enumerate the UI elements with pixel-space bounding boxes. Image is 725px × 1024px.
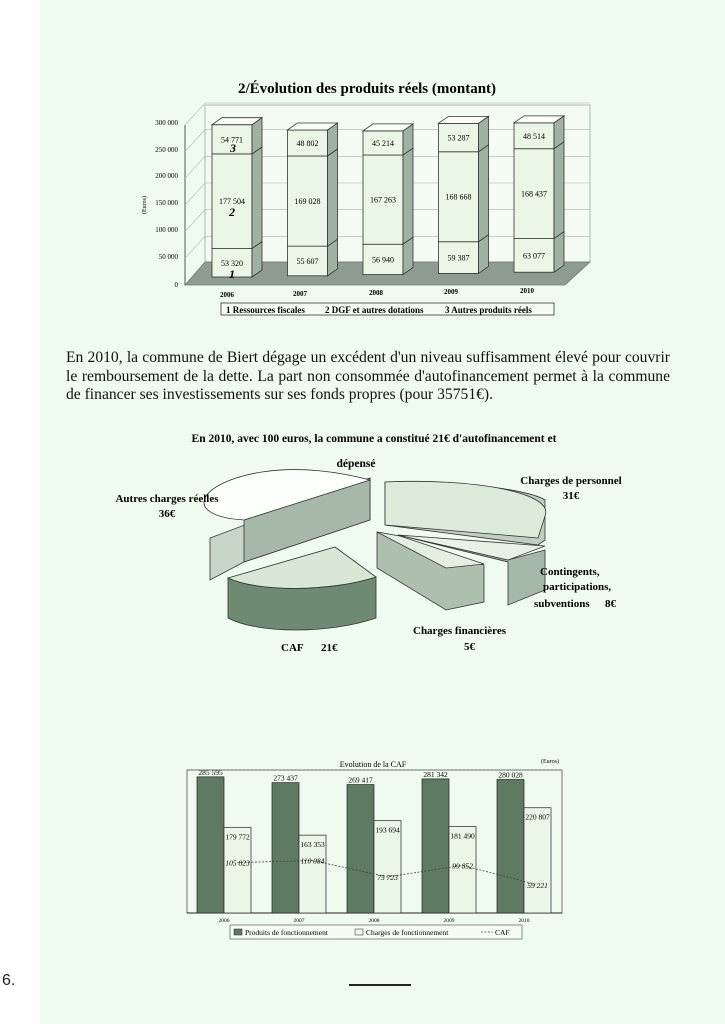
body-paragraph: En 2010, la commune de Biert dégage un excédent d'un niveau suffisamment élevé pour couvrir le remboursement de la dette. La part non consommée d'autofinancement permet à la commune de financer ses investissements sur ses fonds propres (pour 35751€). [66, 349, 670, 403]
chart1-title: 2/Évolution des produits réels (montant) [237, 81, 497, 97]
chart1-ylabel: (Euros) [142, 196, 148, 214]
bar-value-label: 45 214 [372, 138, 394, 148]
chart3-legend-item: CAF [495, 928, 510, 937]
pie-label-autres: Autres charges réelles [115, 493, 219, 505]
pie-title: En 2010, avec 100 euros, la commune a constitué 21€ d'autofinancement et [191, 433, 557, 445]
bar-value-label: 53 287 [447, 133, 470, 143]
produits-bar [422, 779, 449, 913]
charges-value-label: 220 807 [525, 812, 550, 822]
bar-value-label: 167 263 [370, 195, 396, 205]
chart1-legend-item: 2 DGF et autres dotations [325, 305, 424, 315]
chart3-title: Evolution de la CAF [339, 760, 407, 769]
caf-value-label: 75 723 [377, 872, 398, 882]
bar-value-label: 59 387 [447, 253, 470, 263]
pie-value-autres: 36€ [158, 508, 176, 520]
chart1-ytick: 50 000 [158, 253, 178, 261]
chart1-ytick: 200 000 [155, 172, 178, 180]
pie-label-contingents: participations, [543, 581, 612, 593]
chart1-year-label: 2010 [520, 287, 534, 295]
chart3-year-label: 2010 [518, 918, 530, 924]
chart1-ytick: 300 000 [155, 119, 178, 127]
bar-value-label: 169 028 [294, 197, 321, 207]
chart1-ytick: 250 000 [155, 146, 178, 154]
produits-value-label: 285 595 [198, 767, 223, 777]
pie-title-line2: dépensé [336, 458, 376, 470]
bar-side [328, 149, 338, 246]
bar-value-label: 53 320 [221, 258, 243, 268]
caf-value-label: 99 852 [452, 861, 473, 871]
pie-value-financieres: 5€ [464, 641, 475, 653]
pie-value-personnel: 31€ [562, 490, 580, 502]
pie-label-personnel: Charges de personnel [520, 475, 622, 487]
caf-value-label: 110 084 [300, 856, 325, 866]
series-mark-2: 2 [229, 205, 235, 219]
legend-swatch-charges [355, 929, 363, 935]
pie-value-caf: 21€ [321, 642, 338, 654]
chart1-year-label: 2008 [369, 289, 383, 297]
pie-label-contingents: subventions [534, 598, 590, 610]
produits-value-label: 273 437 [273, 773, 298, 783]
pie-label-contingents: Contingents, [540, 566, 600, 578]
bar-value-label: 55 607 [296, 256, 319, 266]
bar-value-label: 56 940 [372, 255, 394, 265]
bar-side [554, 142, 564, 239]
chart3-legend-item: Charges de fonctionnement [366, 928, 449, 937]
chart3-year-label: 2007 [293, 918, 305, 924]
page-number: 6. [2, 972, 16, 989]
chart1-ytick: 0 [174, 281, 178, 289]
caf-value-label: 105 823 [225, 858, 250, 868]
bar-side [403, 148, 413, 244]
chart3-year-label: 2008 [368, 918, 380, 924]
chart3-unit: (Euros) [541, 759, 559, 765]
footer-rule [349, 984, 411, 986]
produits-bar [197, 777, 224, 913]
charges-value-label: 179 772 [225, 832, 250, 842]
produits-bar [347, 785, 374, 913]
chart3-bars [197, 777, 551, 913]
chart1-legend-item: 1 Ressources fiscales [226, 305, 305, 315]
bar-value-label: 168 437 [521, 189, 547, 199]
charges-pie [0, 420, 725, 660]
charges-value-label: 181 490 [450, 831, 475, 841]
produits-value-label: 281 342 [423, 769, 448, 779]
chart1-year-label: 2006 [220, 291, 234, 299]
chart1-year-label: 2007 [293, 290, 307, 298]
bar-value-label: 63 077 [523, 251, 545, 261]
chart3-legend-item: Produits de fonctionnement [245, 928, 328, 937]
caf-chart [0, 745, 725, 945]
produits-chart [0, 0, 725, 330]
chart1-ytick: 150 000 [155, 199, 178, 207]
chart3-year-label: 2009 [443, 918, 455, 924]
pie-label-financieres: Charges financières [413, 625, 506, 637]
chart1-ytick: 100 000 [155, 226, 178, 234]
pie-slice-personnel [385, 481, 546, 538]
charges-bar [524, 808, 551, 913]
chart1-legend-item: 3 Autres produits réels [445, 305, 532, 315]
series-mark-1: 1 [229, 267, 235, 281]
bar-value-label: 48 802 [296, 138, 319, 148]
bar-value-label: 54 771 [221, 135, 243, 145]
produits-value-label: 269 417 [348, 775, 373, 785]
pie-label-caf: CAF [281, 642, 304, 654]
legend-swatch-produits [234, 929, 242, 935]
charges-value-label: 193 694 [375, 825, 400, 835]
produits-bar [272, 783, 299, 913]
pie-value-contingents: 8€ [605, 598, 616, 610]
charges-value-label: 163 353 [300, 840, 325, 850]
bar-side [252, 147, 262, 249]
bar-value-label: 48 514 [523, 131, 545, 141]
chart3-year-label: 2006 [218, 918, 230, 924]
bar-side [479, 145, 489, 242]
bar-value-label: 177 504 [219, 197, 245, 207]
series-mark-3: 3 [230, 141, 236, 155]
produits-bar [497, 780, 524, 913]
produits-value-label: 280 028 [498, 770, 523, 780]
chart1-year-label: 2009 [444, 288, 458, 296]
bar-value-label: 168 668 [445, 192, 472, 202]
caf-value-label: 59 221 [527, 880, 548, 890]
